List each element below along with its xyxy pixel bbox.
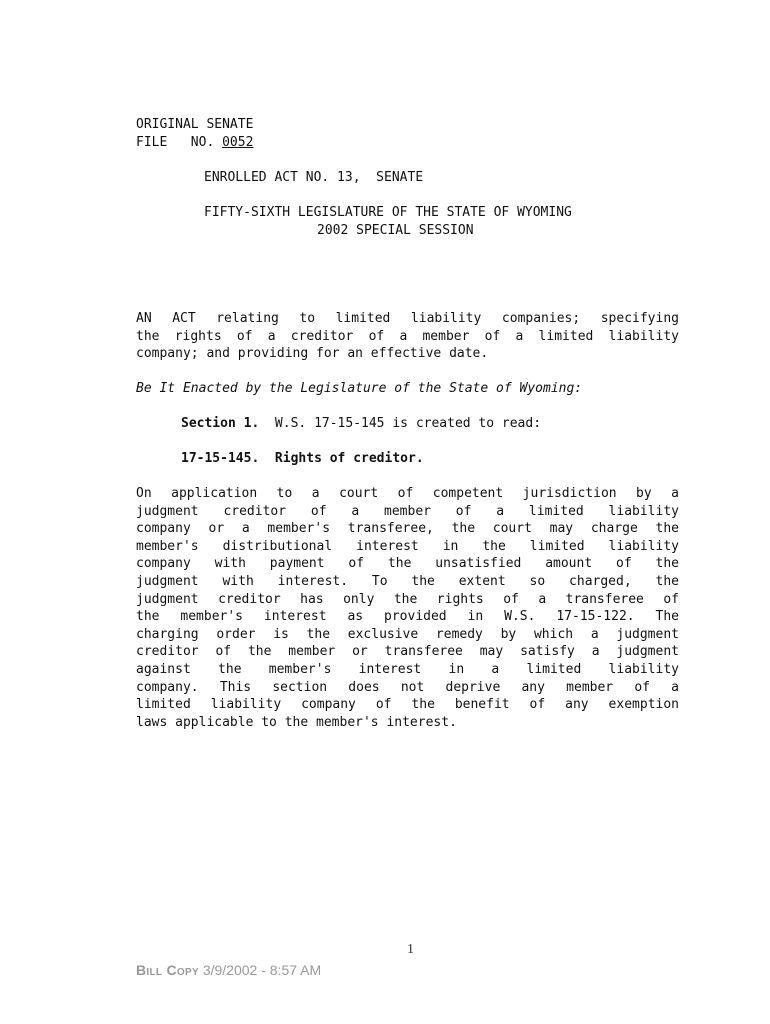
statute-number: 17-15-145. bbox=[181, 451, 260, 466]
bill-copy-footer bbox=[136, 962, 321, 978]
body-line: charging order is the exclusive remedy by which a judgment bbox=[136, 626, 679, 642]
body-line: limited liability company of the benefit of any exemption bbox=[136, 697, 679, 713]
statute-body bbox=[136, 485, 679, 731]
bill-copy-label: Bill Copy bbox=[136, 962, 199, 978]
enacting-clause: Be It Enacted by the Legislature of the State of Wyoming: bbox=[136, 381, 583, 396]
statute-title: Rights of creditor. bbox=[259, 451, 424, 466]
act-title-line: company; and providing for an effective date. bbox=[136, 346, 489, 362]
body-line: the member's interest as provided in W.S. 17-15-122. The bbox=[136, 609, 679, 625]
section-label: Section 1. bbox=[181, 416, 260, 431]
page-number: 1 bbox=[407, 942, 414, 957]
body-line: On application to a court of competent jurisdiction by a bbox=[136, 486, 679, 501]
body-line: member's distributional interest in the limited liability bbox=[136, 538, 679, 554]
session-line: 2002 SPECIAL SESSION bbox=[317, 223, 474, 238]
body-line: judgment creditor has only the rights of a transferee of bbox=[136, 591, 679, 607]
legislature-line: FIFTY-SIXTH LEGISLATURE OF THE STATE OF WYOMING bbox=[204, 205, 572, 220]
body-line: judgment with interest. To the extent so charged, the bbox=[136, 573, 679, 589]
bill-copy-timestamp: 3/9/2002 - 8:57 AM bbox=[198, 962, 322, 978]
body-line: company or a member's transferee, the court may charge the bbox=[136, 521, 679, 537]
enrolled-act-line: ENROLLED ACT NO. 13, SENATE bbox=[204, 170, 424, 185]
section-text: W.S. 17-15-145 is created to read: bbox=[259, 416, 542, 431]
file-number-label: FILE NO. bbox=[136, 135, 223, 150]
original-senate-label: ORIGINAL SENATE bbox=[136, 117, 254, 132]
body-line: laws applicable to the member's interest. bbox=[136, 714, 457, 730]
section-heading bbox=[181, 415, 541, 433]
act-title-line: AN ACT relating to limited liability companies; specifying bbox=[136, 311, 679, 326]
body-line: company with payment of the unsatisfied amount of the bbox=[136, 556, 679, 572]
file-number-value: 0052 bbox=[222, 135, 254, 150]
act-title-line: the rights of a creditor of a member of a limited liability bbox=[136, 328, 679, 344]
statute-heading bbox=[181, 450, 424, 468]
body-line: judgment creditor of a member of a limited liability bbox=[136, 503, 679, 519]
act-title bbox=[136, 310, 679, 363]
body-line: creditor of the member or transferee may satisfy a judgment bbox=[136, 644, 679, 660]
file-number-line bbox=[136, 134, 253, 152]
body-line: company. This section does not deprive any member of a bbox=[136, 679, 679, 695]
body-line: against the member's interest in a limited liability bbox=[136, 661, 679, 677]
